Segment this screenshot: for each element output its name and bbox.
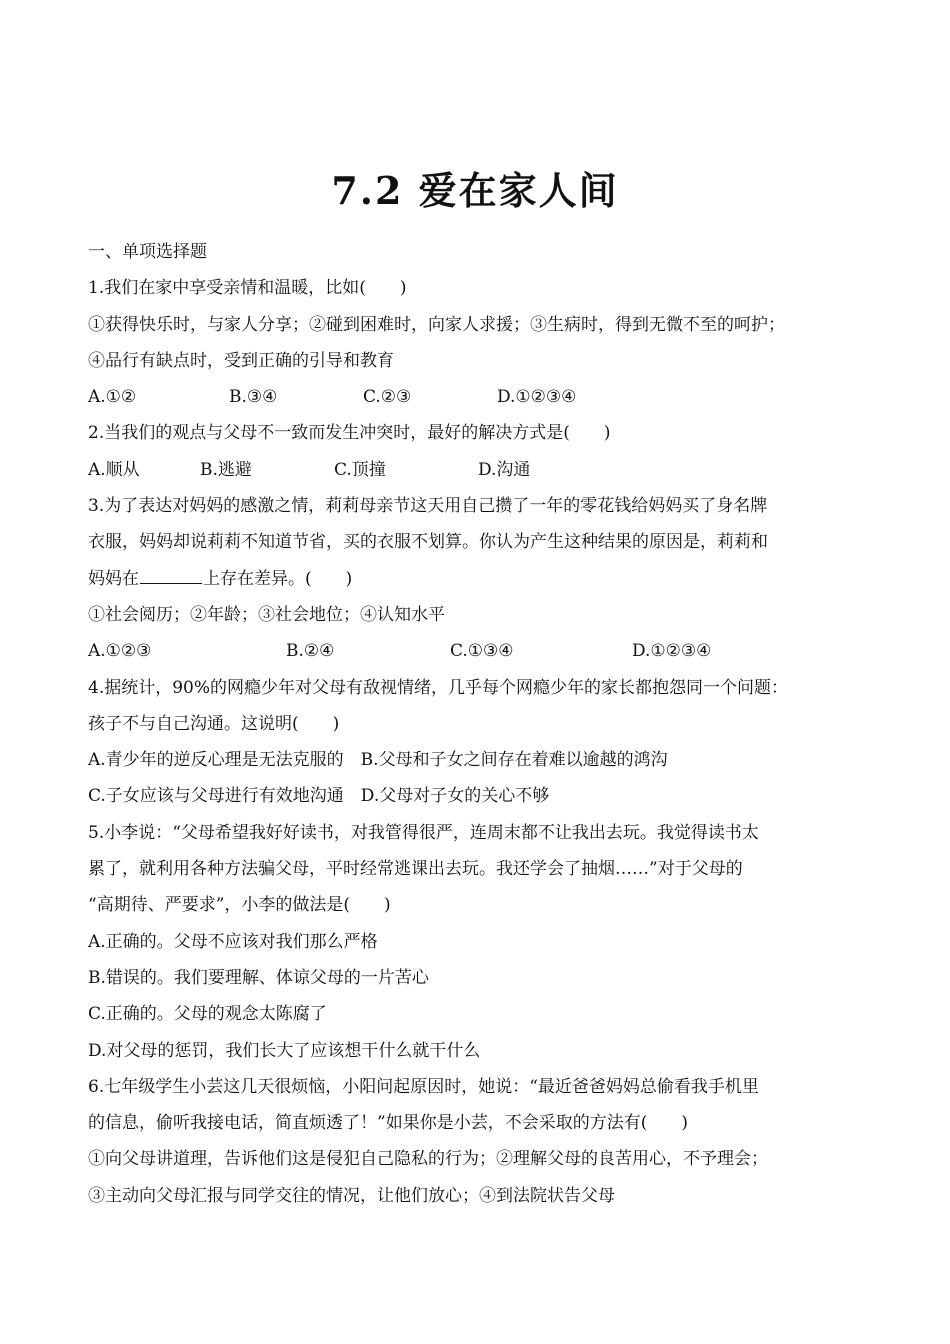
q1-options [88,379,878,415]
q3-stem-line-1: 3.为了表达对妈妈的感激之情，莉莉母亲节这天用自己攒了一年的零花钱给妈妈买了身名牌 [88,496,768,517]
q4-options-ab[interactable]: A.青少年的逆反心理是无法克服的 B.父母和子女之间存在着难以逾越的鸿沟 [88,750,668,771]
q3-statements: ①社会阅历；②年龄；③社会地位；④认知水平 [88,604,445,625]
q3-option-c[interactable]: C.①③④ [450,641,514,662]
q3-stem-post: 上存在差异。( ) [203,568,353,589]
q3-stem-line-2: 衣服，妈妈却说莉莉不知道节省，买的衣服不划算。你认为产生这种结果的原因是，莉莉和 [88,532,768,553]
question-list [88,234,878,1214]
q3-options [88,633,878,669]
q2-option-b[interactable]: B.逃避 [200,459,252,480]
q5-stem-line-3: “高期待、严要求”，小李的做法是( ) [88,895,391,916]
q1-option-b[interactable]: B.③④ [229,387,278,408]
q6-statement-2: ③主动向父母汇报与同学交往的情况，让他们放心；④到法院状告父母 [88,1185,615,1206]
q5-option-d[interactable]: D.对父母的惩罚，我们长大了应该想干什么就干什么 [88,1040,481,1061]
q2-option-c[interactable]: C.顶撞 [334,459,386,480]
q1-stem: 1.我们在家中享受亲情和温暖，比如( ) [88,278,407,299]
q5-option-c[interactable]: C.正确的。父母的观念太陈腐了 [88,1004,327,1025]
section-heading: 一、单项选择题 [88,242,207,262]
q4-options-cd[interactable]: C.子女应该与父母进行有效地沟通 D.父母对子女的关心不够 [88,786,550,807]
q3-stem-pre: 妈妈在 [88,568,139,589]
document-title: 7.2 爱在家人间 [331,168,619,213]
q3-option-d[interactable]: D.①②③④ [632,641,712,662]
q1-option-a[interactable]: A.①② [88,387,137,408]
q2-stem: 2.当我们的观点与父母不一致而发生冲突时，最好的解决方式是( ) [88,423,611,444]
q1-option-d[interactable]: D.①②③④ [497,387,577,408]
q6-stem-line-2: 的信息，偷听我接电话，简直烦透了！”如果你是小芸，不会采取的方法有( ) [88,1113,688,1134]
q2-option-a[interactable]: A.顺从 [88,459,140,480]
q3-option-b[interactable]: B.②④ [286,641,335,662]
q2-options [88,452,878,488]
q5-option-b[interactable]: B.错误的。我们要理解、体谅父母的一片苦心 [88,967,429,988]
q5-option-a[interactable]: A.正确的。父母不应该对我们那么严格 [88,931,378,952]
q3-option-a[interactable]: A.①②③ [88,641,152,662]
q4-stem-line-2: 孩子不与自己沟通。这说明( ) [88,713,340,734]
q1-statement-1: ①获得快乐时，与家人分享；②碰到困难时，向家人求援；③生病时，得到无微不至的呵护； [88,314,785,335]
q2-option-d[interactable]: D.沟通 [478,459,531,480]
q6-statement-1: ①向父母讲道理，告诉他们这是侵犯自己隐私的行为；②理解父母的良苦用心，不予理会； [88,1149,768,1170]
q3-stem-line-3 [88,561,878,597]
q3-answer-blank[interactable] [140,563,202,584]
q4-stem-line-1: 4.据统计，90%的网瘾少年对父母有敌视情绪，几乎每个网瘾少年的家长都抱怨同一个问题： [88,677,789,698]
q5-stem-line-1: 5.小李说：“父母希望我好好读书，对我管得很严，连周末都不让我出去玩。我觉得读书太 [88,822,759,843]
q6-stem-line-1: 6.七年级学生小芸这几天很烦恼，小阳问起原因时，她说：“最近爸爸妈妈总偷看我手机里 [88,1076,759,1097]
q5-stem-line-2: 累了，就利用各种方法骗父母，平时经常逃课出去玩。我还学会了抽烟……”对于父母的 [88,859,743,880]
q1-option-c[interactable]: C.②③ [363,387,412,408]
q1-statement-2: ④品行有缺点时，受到正确的引导和教育 [88,350,394,371]
